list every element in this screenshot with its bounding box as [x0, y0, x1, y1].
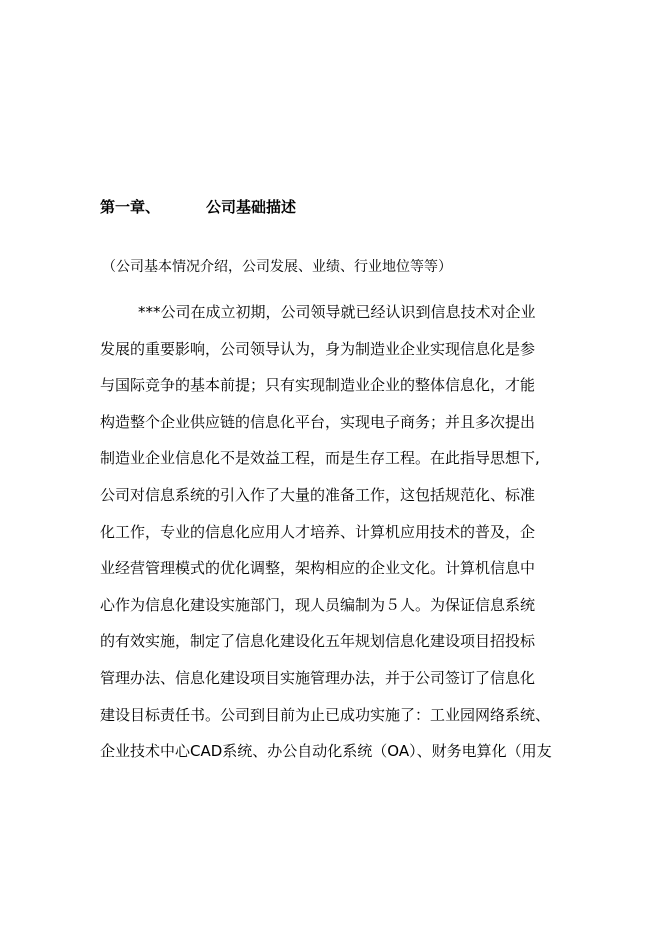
paragraph-line: 制造业企业信息化不是效益工程，而是生存工程。在此指导思想下, — [100, 449, 540, 468]
paragraph-line: 化工作，专业的信息化应用人才培养、计算机应用技术的普及，企 — [100, 522, 536, 541]
chapter-subtitle: （公司基本情况介绍，公司发展、业绩、行业地位等等） — [102, 259, 452, 275]
paragraph-line: 建设目标责任书。公司到目前为止已成功实施了：工业园网络系统、 — [100, 705, 551, 724]
chapter-heading — [100, 196, 296, 218]
paragraph-line: 心作为信息化建设实施部门，现人员编制为５人。为保证信息系统 — [100, 595, 536, 614]
chapter-number: 第一章、 — [100, 198, 161, 216]
paragraph-line: 企业技术中心CAD系统、办公自动化系统（OA）、财务电算化（用友 — [100, 742, 552, 761]
paragraph-line: 的有效实施，制定了信息化建设化五年规划信息化建设项目招投标 — [100, 632, 536, 651]
paragraph-line: 构造整个企业供应链的信息化平台，实现电子商务；并且多次提出 — [100, 412, 536, 431]
chapter-title: 公司基础描述 — [206, 198, 297, 216]
paragraph-line: 管理办法、信息化建设项目实施管理办法，并于公司签订了信息化 — [100, 668, 536, 687]
paragraph-line: 业经营管理模式的优化调整，架构相应的企业文化。计算机信息中 — [100, 559, 536, 578]
body-paragraph — [100, 300, 560, 776]
paragraph-line: 公司对信息系统的引入作了大量的准备工作，这包括规范化、标准 — [100, 485, 536, 504]
paragraph-line: 与国际竞争的基本前提；只有实现制造业企业的整体信息化，才能 — [100, 376, 536, 395]
paragraph-line: 发展的重要影响，公司领导认为，身为制造业企业实现信息化是参 — [100, 339, 536, 358]
paragraph-line: ***公司在成立初期，公司领导就已经认识到信息技术对企业 — [138, 303, 536, 321]
